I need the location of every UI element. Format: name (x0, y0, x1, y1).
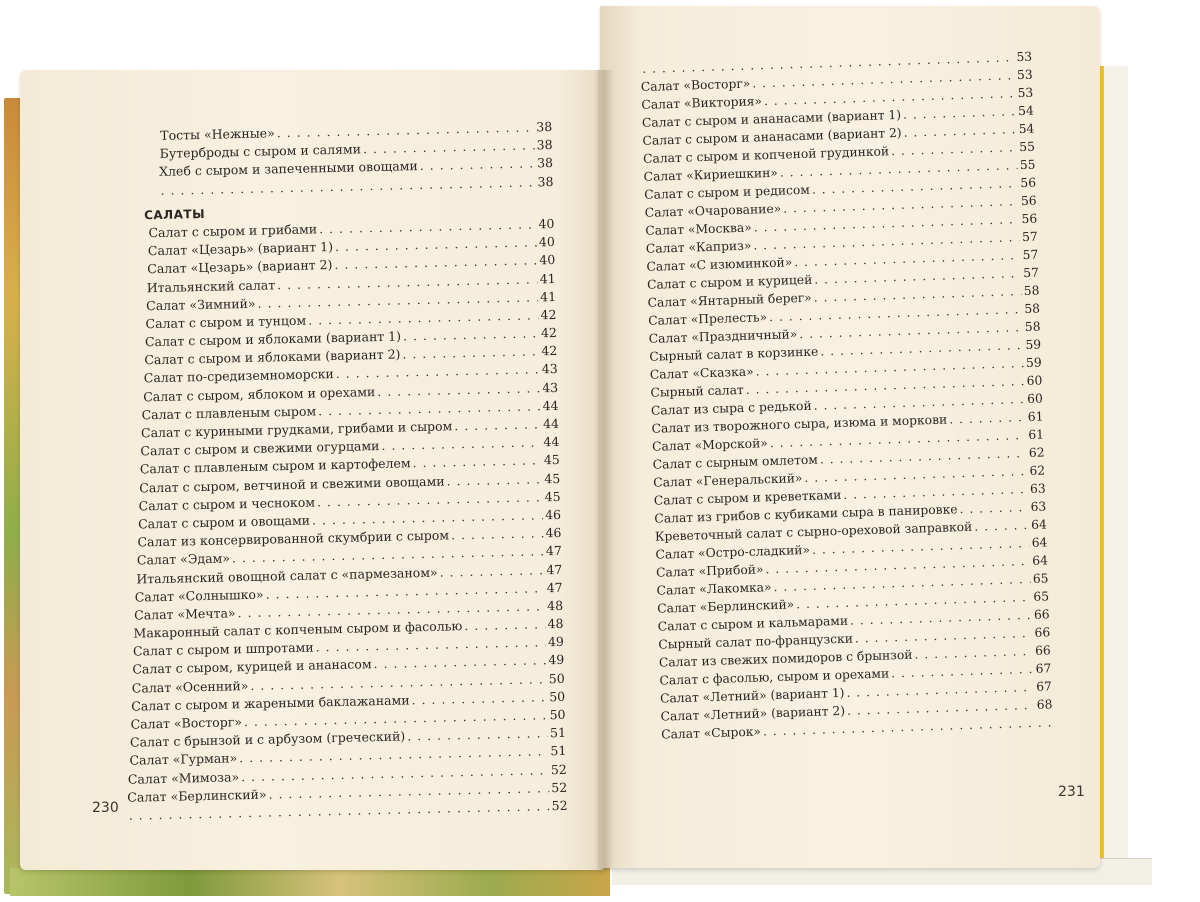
toc-entry-title: Салат «Праздничный» (648, 327, 798, 346)
toc-entry-title: Салат «Восторг» (130, 714, 243, 732)
toc-entry-page: 40 (538, 234, 555, 250)
toc-leader-dots (454, 415, 541, 435)
toc-entry-page: 43 (541, 361, 558, 377)
toc-entry-title: Салат «Сырок» (660, 724, 762, 742)
toc-entry-title: Салат «Эдам» (136, 550, 231, 568)
toc-entry-title: Салат «Кириешкин» (643, 165, 779, 184)
toc-entry-page: 58 (1024, 319, 1041, 335)
toc-entry-page: 45 (544, 488, 561, 505)
toc-entry-title: Салат «Прелесть» (647, 310, 768, 328)
toc-entry-page: 60 (1026, 373, 1043, 389)
toc-entry-title: Салат с сыром и тунцом (145, 312, 307, 332)
toc-entry-page: 52 (550, 761, 567, 777)
toc-entry-title: Салат с сыром, яблоком и орехами (143, 383, 376, 404)
toc-entry-page: 40 (539, 252, 556, 268)
toc-entry-page: 58 (1024, 301, 1041, 317)
toc-entry-title: Салат с сыром и шпротами (132, 639, 314, 659)
toc-entry-title: Салат с сыром и грибами (148, 221, 318, 241)
toc-entry-title: Салат с сыром и креветками (653, 487, 842, 508)
toc-entry-title: Салат с плавленым сыром и картофелем (139, 455, 411, 477)
toc-entry-title: Салат «Цезарь» (вариант 1) (147, 239, 334, 259)
toc-entry-title: Салат из консервированной скумбрии с сыром (137, 527, 450, 550)
toc-entry-title: Макаронный салат с копченым сыром и фасолью (133, 618, 463, 641)
toc-entry-page: 57 (1022, 247, 1039, 263)
toc-entry-page: 59 (1025, 355, 1042, 371)
page-number-left: 230 (92, 800, 119, 816)
toc-entry-page: 45 (544, 470, 561, 486)
toc-entry-page: 56 (1020, 175, 1037, 191)
book-cover-bottom-edge (10, 868, 610, 896)
book-gutter (594, 70, 614, 870)
toc-entry-title: Салат с сыром и яблоками (вариант 2) (144, 346, 401, 368)
toc-entry-title: Салат с сыром, курицей и ананасом (132, 656, 372, 678)
toc-entry-page: 42 (540, 325, 558, 341)
toc-entry-page: 47 (546, 579, 563, 595)
toc-entry-title: САЛАТЫ (143, 206, 206, 223)
toc-entry-title: Салат по-средиземноморски (143, 366, 334, 386)
toc-entry-page: 63 (1030, 499, 1047, 514)
toc-entry-page: 49 (547, 634, 565, 650)
toc-entry-page: 38 (536, 137, 553, 153)
toc-entry-page: 55 (1019, 157, 1036, 173)
toc-entry-page: 44 (542, 415, 560, 432)
toc-entry-title: Салат с сыром и жареными баклажанами (131, 692, 410, 714)
toc-entry-title: Салат «Лакомка» (656, 580, 772, 598)
toc-entry-title: Салат с сыром и овощами (137, 512, 311, 532)
toc-entry-page: 61 (1028, 427, 1045, 442)
toc-leader-dots (451, 524, 544, 544)
toc-entry-page: 40 (538, 215, 555, 232)
toc-entry-page: 38 (536, 155, 554, 171)
toc-leader-dots (439, 561, 544, 582)
right-page-toc (640, 48, 1053, 744)
toc-entry-page: 46 (544, 506, 562, 523)
toc-entry-page: 52 (551, 797, 568, 814)
toc-entry-title: Салат «Летний» (вариант 2) (660, 703, 846, 724)
toc-entry-title: Салат «Генеральский» (653, 471, 803, 490)
toc-entry-page: 43 (542, 379, 559, 395)
toc-entry-title: Салат «Очарование» (644, 201, 782, 220)
toc-entry-title: Салат с сыром и копченой грудинкой (642, 144, 890, 166)
toc-entry-title: Салат «Каприз» (645, 238, 752, 256)
toc-entry-page: 66 (1034, 643, 1051, 658)
toc-entry-title: Креветочный салат с сырно-ореховой заправкой (654, 519, 973, 544)
toc-entry-page: 61 (1027, 409, 1044, 424)
toc-entry-page: 67 (1035, 661, 1052, 676)
toc-entry-page: 48 (546, 597, 564, 614)
toc-entry-page: 50 (548, 670, 565, 686)
toc-entry-page: 64 (1031, 535, 1048, 550)
toc-entry-page: 68 (1036, 697, 1053, 712)
toc-entry-title: Салат с сыром, ветчиной и свежими овощами (139, 473, 445, 496)
toc-entry-page: 38 (536, 118, 553, 135)
toc-entry-title: Тосты «Нежные» (160, 125, 275, 143)
toc-entry-page: 56 (1021, 211, 1038, 227)
toc-entry-page: 62 (1029, 463, 1046, 478)
toc-entry-title: Салат с куриными грудками, грибами и сыром (140, 418, 453, 441)
toc-entry-page: 57 (1023, 265, 1040, 281)
toc-entry-page: 64 (1030, 517, 1048, 532)
toc-entry-title: Салат с сыром и редисом (644, 182, 811, 202)
toc-entry-page: 65 (1033, 589, 1050, 604)
toc-entry-page: 52 (551, 779, 568, 795)
toc-entry-title: Салат «Морской» (651, 436, 769, 454)
page-number-right: 231 (1058, 784, 1085, 800)
toc-entry-title: Салат «Виктория» (641, 94, 763, 112)
toc-entry-title: Итальянский овощной салат с «пармезаном» (136, 564, 438, 587)
toc-entry-page: 50 (549, 706, 566, 723)
toc-entry-page: 41 (539, 288, 557, 305)
toc-entry-page: 45 (543, 452, 560, 468)
toc-entry-page: 66 (1033, 607, 1050, 622)
toc-entry-page: 64 (1032, 553, 1049, 568)
toc-entry-page: 67 (1036, 679, 1053, 694)
toc-entry-page: 44 (543, 434, 560, 450)
toc-entry-title: Салат с плавленым сыром (141, 403, 317, 423)
toc-entry-page: 54 (1017, 103, 1035, 119)
toc-entry-title: Салат «Гурман» (129, 750, 238, 769)
toc-entry-page: 60 (1026, 391, 1044, 407)
toc-entry-title: Салат с сырным омлетом (652, 452, 819, 472)
toc-entry-title: Сырный салат (650, 382, 744, 400)
toc-entry-title: Хлеб с сыром и запеченными овощами (158, 158, 418, 180)
toc-entry-title: Салат «Москва» (645, 220, 753, 238)
toc-entry-page: 54 (1018, 121, 1035, 137)
toc-entry-title: Бутерброды с сыром и салями (159, 141, 362, 162)
toc-entry-title: Салат «Остро-сладкий» (655, 542, 811, 562)
left-page-toc (110, 118, 568, 825)
toc-entry-title: Салат с сыром и кальмарами (657, 613, 849, 634)
toc-entry-title: Салат «Солнышко» (134, 586, 264, 605)
toc-entry-page: 65 (1032, 571, 1049, 586)
toc-entry-page: 55 (1019, 139, 1036, 155)
toc-entry-page: 51 (550, 743, 567, 759)
toc-entry-page: 50 (549, 688, 566, 705)
toc-entry-page: 47 (545, 543, 562, 559)
toc-entry-page: 49 (548, 652, 565, 668)
toc-entry-page: 53 (1016, 49, 1033, 65)
toc-entry-title: Салат «Мимоза» (127, 768, 240, 787)
toc-entry-page: 66 (1034, 625, 1051, 640)
toc-entry-title: Салат из свежих помидоров с брынзой (658, 647, 913, 670)
toc-leader-dots (446, 470, 542, 490)
toc-entry-title: Салат «Осенний» (131, 677, 249, 696)
toc-leader-dots (974, 516, 1029, 536)
toc-entry-title: Салат «Летний» (вариант 1) (659, 685, 845, 706)
toc-entry-title: Салат «С изюминкой» (646, 255, 793, 274)
toc-entry-page: 44 (542, 397, 559, 414)
toc-entry-title: Салат с брынзой и с арбузом (греческий) (129, 728, 406, 750)
toc-entry-title: Салат «Восторг» (640, 76, 751, 94)
toc-entry-page: 53 (1016, 67, 1033, 83)
toc-entry-title: Сырный салат по-французски (658, 631, 854, 652)
toc-entry-page: 38 (537, 173, 554, 189)
toc-entry-title: Сырный салат в корзинке (649, 344, 819, 364)
toc-entry-title: Салат из творожного сыра, изюма и моркови (651, 412, 948, 436)
toc-entry-page: 42 (540, 306, 557, 323)
toc-entry-title: Салат с сыром и яблоками (вариант 1) (144, 328, 402, 350)
toc-entry-title: Салат с сыром и чесноком (138, 494, 316, 514)
toc-entry-title: Салат с сыром и свежими огурцами (140, 438, 380, 459)
toc-entry-title: Салат «Берлинский» (657, 597, 795, 616)
toc-entry-page: 59 (1025, 337, 1042, 353)
toc-entry-title: Салат с сыром и курицей (646, 272, 813, 292)
toc-entry-page: 58 (1023, 283, 1040, 299)
toc-entry-page: 47 (546, 561, 563, 577)
toc-entry-title: Салат «Зимний» (145, 295, 256, 313)
toc-entry-page: 57 (1021, 229, 1038, 245)
toc-entry-title: Салат с сыром и ананасами (вариант 1) (641, 107, 902, 130)
toc-entry-page: 63 (1029, 481, 1046, 496)
toc-entry-title: Салат «Мечта» (133, 605, 236, 623)
toc-entry-title: Салат «Цезарь» (вариант 2) (147, 257, 333, 277)
toc-leader-dots (464, 615, 546, 635)
toc-entry-page: 48 (547, 615, 564, 632)
toc-entry-title: Салат с сыром и ананасами (вариант 2) (642, 125, 902, 148)
toc-entry-title: Итальянский салат (146, 276, 276, 295)
toc-entry-title: Салат «Прибой» (655, 562, 764, 580)
toc-entry-title: Салат из грибов с кубиками сыра в панировке (654, 502, 958, 526)
toc-entry-page: 56 (1020, 193, 1037, 209)
toc-entry-page: 51 (549, 725, 567, 741)
toc-entry-title: Салат с фасолью, сыром и орехами (659, 666, 890, 688)
toc-entry-page: 53 (1017, 85, 1034, 101)
book-cover-right-edge (1098, 66, 1128, 866)
toc-entry-title: Салат из сыра с редькой (650, 398, 812, 418)
toc-entry-title: Салат «Берлинский» (127, 786, 267, 805)
toc-entry-title: Салат «Янтарный берег» (647, 290, 812, 310)
toc-entry-page: 62 (1028, 445, 1045, 460)
toc-leader-dots (959, 498, 1029, 518)
toc-entry-page: 46 (545, 525, 562, 541)
toc-entry-title: Салат «Сказка» (649, 364, 754, 382)
toc-entry-page: 42 (541, 343, 558, 359)
toc-entry-page: 41 (539, 270, 556, 286)
